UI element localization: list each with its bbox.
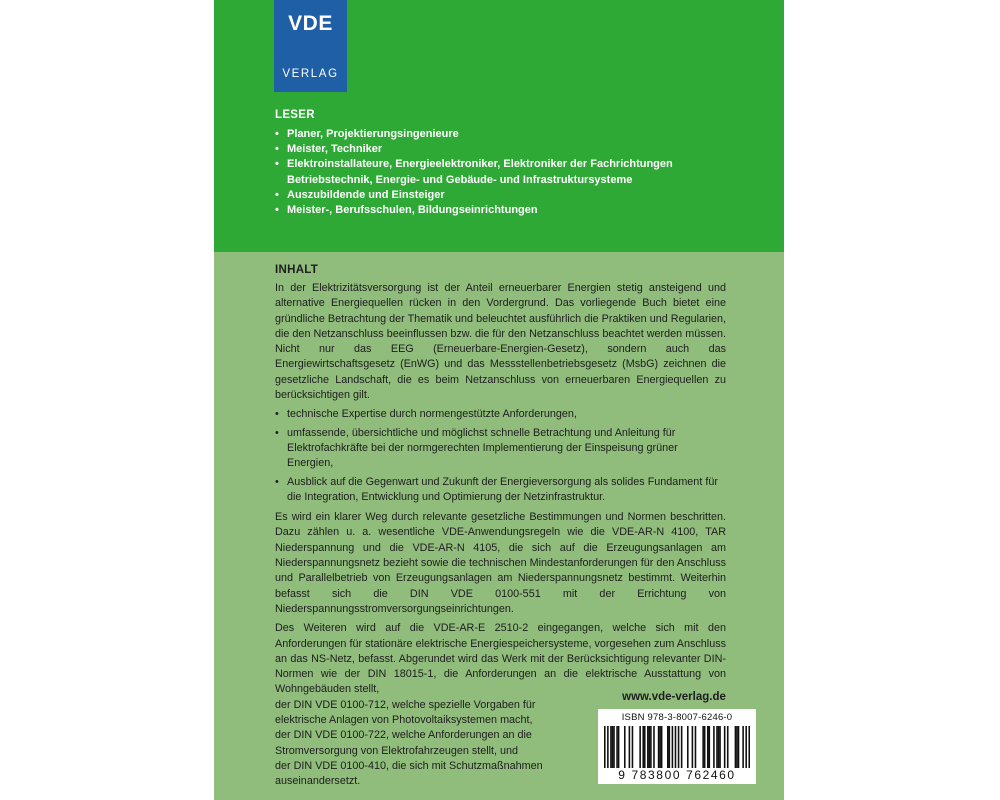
- inhalt-bullet-list: [275, 407, 726, 505]
- leser-item: [275, 188, 755, 203]
- logo-brand-text: VDE: [288, 12, 333, 35]
- barcode-bar: [719, 726, 721, 768]
- inhalt-bullet-text: Ausblick auf die Gegenwart und Zukunft der Energieversorgung als solides Fundament für die Integration, Entwicklung und Optimierung der Netzinfrastruktur.: [287, 475, 718, 503]
- book-back-cover: [214, 0, 784, 800]
- barcode-bar: [675, 726, 677, 768]
- barcode-bar: [742, 726, 744, 768]
- inhalt-paragraph-3-tail: [275, 698, 575, 790]
- barcode-bar: [669, 726, 671, 768]
- leser-section: [275, 108, 755, 218]
- barcode-bar: [659, 726, 661, 768]
- inhalt-paragraph-2: Es wird ein klarer Weg durch relevante gesetzliche Bestimmungen und Normen beschritten. Dazu zählen u. a. wesentliche VDE-Anwendungsregeln wie die VDE-AR-N 4100, TAR Niederspannung und die VDE-AR-N 4105, die sich auf die Erzeugungsanlagen am Niederspannungsnetz bezieht sowie die technischen Mindestanforderungen für den Anschluss und Parallelbetrieb von Erzeugungsanlagen am Niederspannungsnetz bestimmt. Weiterhin befasst sich die DIN VDE 0100-551 mit der Errichtung von Niederspannungsstromversorgungseinrichtungen.: [275, 511, 726, 615]
- barcode-bar: [681, 726, 683, 768]
- inhalt-bullet-text: umfassende, übersichtliche und möglichst schnelle Betrachtung und Anleitung für Elektrofachkräfte bei der normgerechten Implementierung der Einspeisung grüner Energien,: [287, 426, 678, 470]
- bullet-icon: •: [275, 204, 279, 217]
- leser-list: [275, 127, 755, 218]
- isbn-barcode: [598, 709, 756, 784]
- tail-line: auseinandersetzt.: [275, 775, 361, 788]
- leser-item: [275, 203, 755, 218]
- leser-item-text: Planer, Projektierungsingenieure: [287, 128, 459, 140]
- inhalt-paragraph-3: Des Weiteren wird auf die VDE-AR-E 2510-2 eingegangen, welche sich mit den Anforderungen für stationäre elektrische Energiespeichersysteme, vorgesehen zum Anschluss an das NS-Netz, befasst. Abgerundet wird das Werk mit der Berücksichtigung relevanter DIN-Normen wie der DIN 18015-1, die Anforderungen an die elektrische Ausstattung von Wohngebäuden stellt,: [275, 622, 726, 696]
- inhalt-bullet: [275, 475, 726, 506]
- barcode-bar: [748, 726, 750, 768]
- inhalt-bullet: [275, 426, 726, 472]
- barcode-bar: [642, 726, 644, 768]
- barcode-bar: [653, 726, 655, 768]
- tail-line: der DIN VDE 0100-722, welche Anforderungen an die: [275, 729, 532, 742]
- barcode-bar: [709, 726, 711, 768]
- barcode-bar: [713, 726, 715, 768]
- bullet-icon: •: [275, 188, 279, 201]
- logo-sub-text: VERLAG: [282, 68, 339, 80]
- barcode-bar: [672, 726, 674, 768]
- barcode-number: 9 783800 762460: [618, 768, 736, 782]
- barcode-bar: [704, 726, 706, 768]
- isbn-label: ISBN 978-3-8007-6246-0: [621, 712, 733, 723]
- bullet-icon: •: [275, 128, 279, 140]
- leser-item: [275, 142, 755, 157]
- barcode-bar: [727, 726, 729, 768]
- barcode-bars: [604, 726, 750, 768]
- leser-item-text: Auszubildende und Einsteiger: [287, 188, 445, 201]
- bullet-icon: •: [275, 158, 279, 171]
- barcode-bar: [644, 726, 646, 768]
- barcode-bar: [736, 726, 738, 768]
- leser-item-text: Elektroinstallateure, Energieelektroniker, Elektroniker der Fachrichtungen Betriebstechnik, Energie- und Gebäude- und Infrastruktursysteme: [287, 158, 673, 186]
- inhalt-bullet-text: technische Expertise durch normengestützte Anforderungen,: [287, 408, 577, 421]
- leser-item-text: Meister-, Berufsschulen, Bildungseinrichtungen: [287, 204, 538, 217]
- barcode-bar: [612, 726, 614, 768]
- barcode-bar: [745, 726, 747, 768]
- barcode-bar: [616, 726, 618, 768]
- inhalt-title: INHALT: [275, 264, 319, 276]
- barcode-bar: [647, 726, 649, 768]
- bullet-icon: •: [275, 426, 279, 439]
- barcode-bar: [639, 726, 641, 768]
- tail-line: der DIN VDE 0100-712, welche spezielle Vorgaben für: [275, 698, 536, 711]
- bullet-icon: •: [275, 408, 279, 421]
- barcode-bar: [613, 726, 615, 768]
- publisher-url[interactable]: www.vde-verlag.de: [622, 691, 726, 703]
- barcode-bar: [695, 726, 697, 768]
- barcode-bar: [687, 726, 689, 768]
- bullet-icon: •: [275, 143, 279, 156]
- barcode-bar: [724, 726, 726, 768]
- barcode-bar: [650, 726, 652, 768]
- barcode-bar: [716, 726, 718, 768]
- leser-item-text: Meister, Techniker: [287, 143, 383, 156]
- leser-item: [275, 157, 755, 187]
- barcode-bar: [738, 726, 740, 768]
- barcode-bar: [632, 726, 634, 768]
- tail-line: Stromversorgung von Elektrofahrzeugen stellt, und: [275, 744, 519, 757]
- barcode-bar: [604, 726, 606, 768]
- tail-line: der DIN VDE 0100-410, die sich mit Schutzmaßnahmen: [275, 759, 543, 772]
- inhalt-bullet: [275, 407, 726, 422]
- leser-item: [275, 127, 755, 142]
- barcode-bar: [624, 726, 626, 768]
- bullet-icon: •: [275, 475, 279, 488]
- barcode-bar: [618, 726, 620, 768]
- barcode-bar: [661, 726, 663, 768]
- barcode-bar: [629, 726, 631, 768]
- leser-title: LESER: [275, 109, 315, 121]
- vde-verlag-logo: [274, 0, 347, 92]
- barcode-bar: [718, 726, 720, 768]
- barcode-bar: [678, 726, 680, 768]
- barcode-bar: [735, 726, 737, 768]
- barcode-bar: [649, 726, 651, 768]
- barcode-bar: [707, 726, 709, 768]
- barcode-bar: [692, 726, 694, 768]
- tail-line: elektrische Anlagen von Photovoltaiksystemen macht,: [275, 714, 533, 727]
- barcode-bar: [607, 726, 609, 768]
- barcode-bar: [658, 726, 660, 768]
- barcode-bar: [702, 726, 704, 768]
- inhalt-intro: In der Elektrizitätsversorgung ist der Anteil erneuerbarer Energien stetig ansteigend und alternative Energiequellen rücken in den Vordergrund. Das vorliegende Buch bietet eine gründliche Betrachtung der Thematik und beleuchtet ausführlich die Praktiken und Regularien, die den Netzanschluss beeinflussen bzw. die für den Netzanschluss beachtet werden müssen. Nicht nur das EEG (Erneuerbare-Energien-Gesetz), sondern auch das Energiewirtschaftsgesetz (EnWG) und das Messstellenbetriebsgesetz (MsbG) zeichnen die gesetzliche Landschaft, die es beim Netzanschluss von erneuerbaren Energiequellen zu berücksichtigen gilt.: [275, 282, 726, 402]
- barcode-bar: [610, 726, 612, 768]
- barcode-bar: [667, 726, 669, 768]
